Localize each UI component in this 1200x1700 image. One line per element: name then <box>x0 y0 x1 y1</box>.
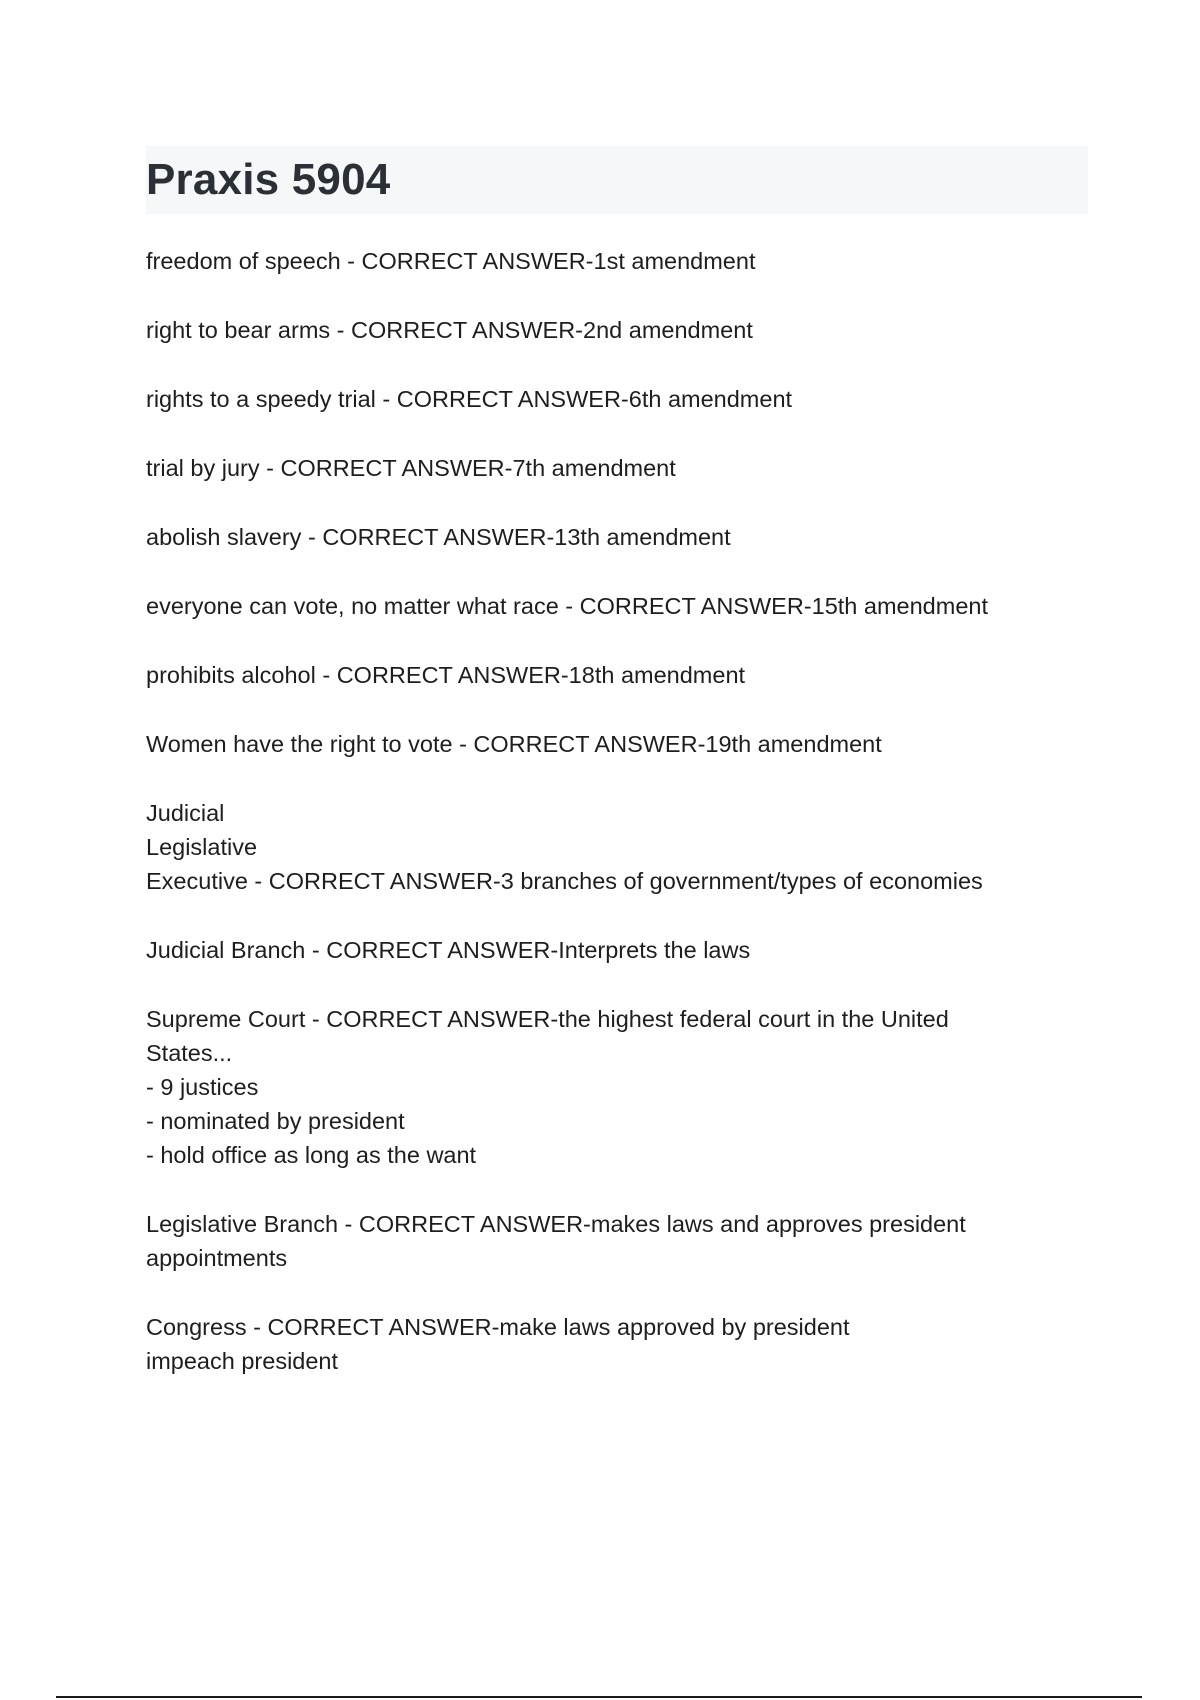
flashcard-entry-13: Congress - CORRECT ANSWER-make laws approved by president impeach president <box>146 1314 850 1374</box>
flashcard-entry-1: freedom of speech - CORRECT ANSWER-1st amendment <box>146 248 756 274</box>
flashcard-entry-12: Legislative Branch - CORRECT ANSWER-makes laws and approves president appointments <box>146 1211 966 1271</box>
flashcard-entry-9: Judicial Legislative Executive - CORRECT ANSWER-3 branches of government/types of economies <box>146 800 983 894</box>
flashcard-entry-2: right to bear arms - CORRECT ANSWER-2nd amendment <box>146 317 753 343</box>
flashcard-entry-4: trial by jury - CORRECT ANSWER-7th amendment <box>146 455 676 481</box>
title-banner <box>146 146 1088 214</box>
page-bottom-divider <box>56 1696 1142 1698</box>
flashcard-entry-10: Judicial Branch - CORRECT ANSWER-Interprets the laws <box>146 937 751 963</box>
flashcard-entry-3: rights to a speedy trial - CORRECT ANSWER-6th amendment <box>146 386 793 412</box>
flashcard-entry-8: Women have the right to vote - CORRECT ANSWER-19th amendment <box>146 731 882 757</box>
flashcard-entry-6: everyone can vote, no matter what race - CORRECT ANSWER-15th amendment <box>146 593 988 619</box>
page-title: Praxis 5904 <box>146 155 391 204</box>
flashcard-entry-7: prohibits alcohol - CORRECT ANSWER-18th amendment <box>146 662 746 688</box>
flashcard-entry-11: Supreme Court - CORRECT ANSWER-the highest federal court in the United States... - 9 justices - nominated by president - hold office as long as the want <box>146 1006 949 1168</box>
flashcard-entry-5: abolish slavery - CORRECT ANSWER-13th amendment <box>146 524 731 550</box>
flashcard-list <box>146 244 1096 1413</box>
